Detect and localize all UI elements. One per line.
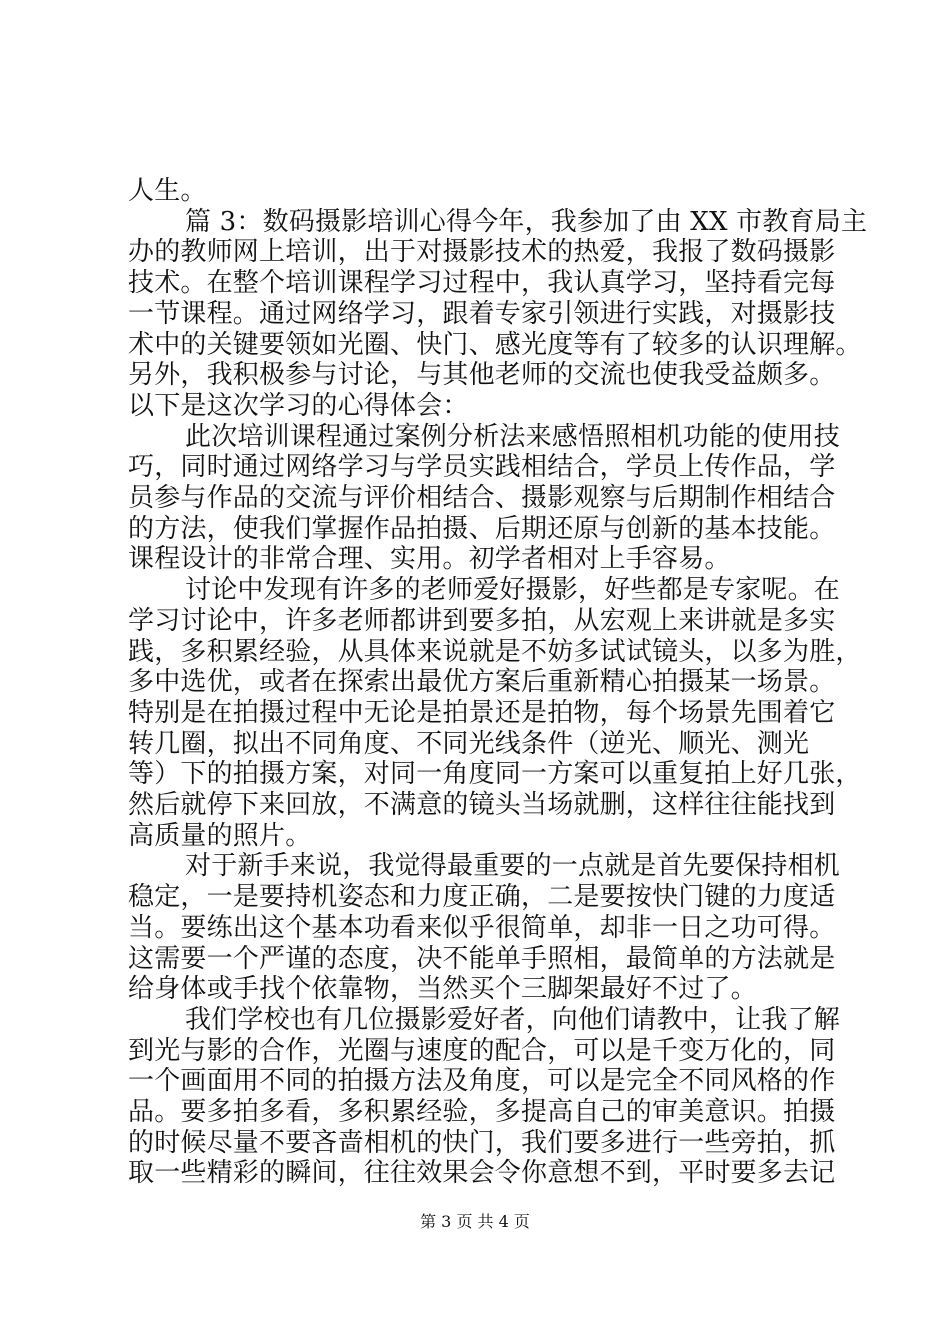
text-line: 然后就停下来回放，不满意的镜头当场就删，这样往往能找到 [128, 790, 836, 820]
text-line: 我们学校也有几位摄影爱好者，向他们请教中，让我了解 [185, 1005, 841, 1035]
text-line: 这需要一个严谨的态度，决不能单手照相，最简单的方法就是 [128, 944, 836, 974]
text-line: 对于新手来说，我觉得最重要的一点就是首先要保持相机 [185, 851, 841, 881]
text-line: 转几圈，拟出不同角度、不同光线条件（逆光、顺光、测光 [128, 729, 810, 759]
text-line: 此次培训课程通过案例分析法来感悟照相机功能的使用技 [185, 422, 841, 452]
text-line: 巧，同时通过网络学习与学员实践相结合，学员上传作品，学 [128, 452, 836, 482]
text-line: 课程设计的非常合理、实用。初学者相对上手容易。 [128, 544, 731, 574]
text-line: 当。要练出这个基本功看来似乎很简单，却非一日之功可得。 [128, 913, 836, 943]
text-line: 多中选优，或者在探索出最优方案后重新精心拍摄某一场景。 [128, 667, 836, 697]
text-line: 办的教师网上培训，出于对摄影技术的热爱，我报了数码摄影 [128, 237, 836, 267]
text-line: 篇 3：数码摄影培训心得今年，我参加了由 XX 市教育局主 [185, 207, 868, 237]
text-line: 另外，我积极参与讨论，与其他老师的交流也使我受益颇多。 [128, 360, 836, 390]
text-line: 一节课程。通过网络学习，跟着专家引领进行实践，对摄影技 [128, 299, 836, 329]
text-line: 术中的关键要领如光圈、快门、感光度等有了较多的认识理解。 [128, 330, 862, 360]
text-line: 高质量的照片。 [128, 821, 312, 851]
text-line: 品。要多拍多看，多积累经验，多提高自己的审美意识。拍摄 [128, 1097, 836, 1127]
text-line: 以下是这次学习的心得体会： [128, 391, 469, 421]
text-line: 一个画面用不同的拍摄方法及角度，可以是完全不同风格的作 [128, 1066, 836, 1096]
text-line: 取一些精彩的瞬间，往往效果会令你意想不到，平时要多去记 [128, 1158, 836, 1188]
text-line: 到光与影的合作，光圈与速度的配合，可以是千变万化的，同 [128, 1036, 836, 1066]
text-line: 特别是在拍摄过程中无论是拍景还是拍物，每个场景先围着它 [128, 698, 836, 728]
text-line: 的方法，使我们掌握作品拍摄、后期还原与创新的基本技能。 [128, 514, 836, 544]
text-line: 讨论中发现有许多的老师爱好摄影，好些都是专家呢。在 [185, 575, 841, 605]
text-line: 技术。在整个培训课程学习过程中，我认真学习，坚持看完每 [128, 268, 836, 298]
text-line: 给身体或手找个依靠物，当然买个三脚架最好不过了。 [128, 974, 757, 1004]
text-line: 员参与作品的交流与评价相结合、摄影观察与后期制作相结合 [128, 483, 836, 513]
text-line: 等）下的拍摄方案，对同一角度同一方案可以重复拍上好几张， [128, 759, 862, 789]
text-line: 稳定，一是要持机姿态和力度正确，二是要按快门键的力度适 [128, 882, 836, 912]
text-line: 的时候尽量不要吝啬相机的快门，我们要多进行一些旁拍，抓 [128, 1128, 836, 1158]
text-line: 学习讨论中，许多老师都讲到要多拍，从宏观上来讲就是多实 [128, 606, 836, 636]
text-line: 人生。 [128, 176, 207, 206]
page-number-footer: 第 3 页 共 4 页 [420, 1212, 530, 1231]
text-line: 践，多积累经验，从具体来说就是不妨多试试镜头，以多为胜， [128, 637, 862, 667]
